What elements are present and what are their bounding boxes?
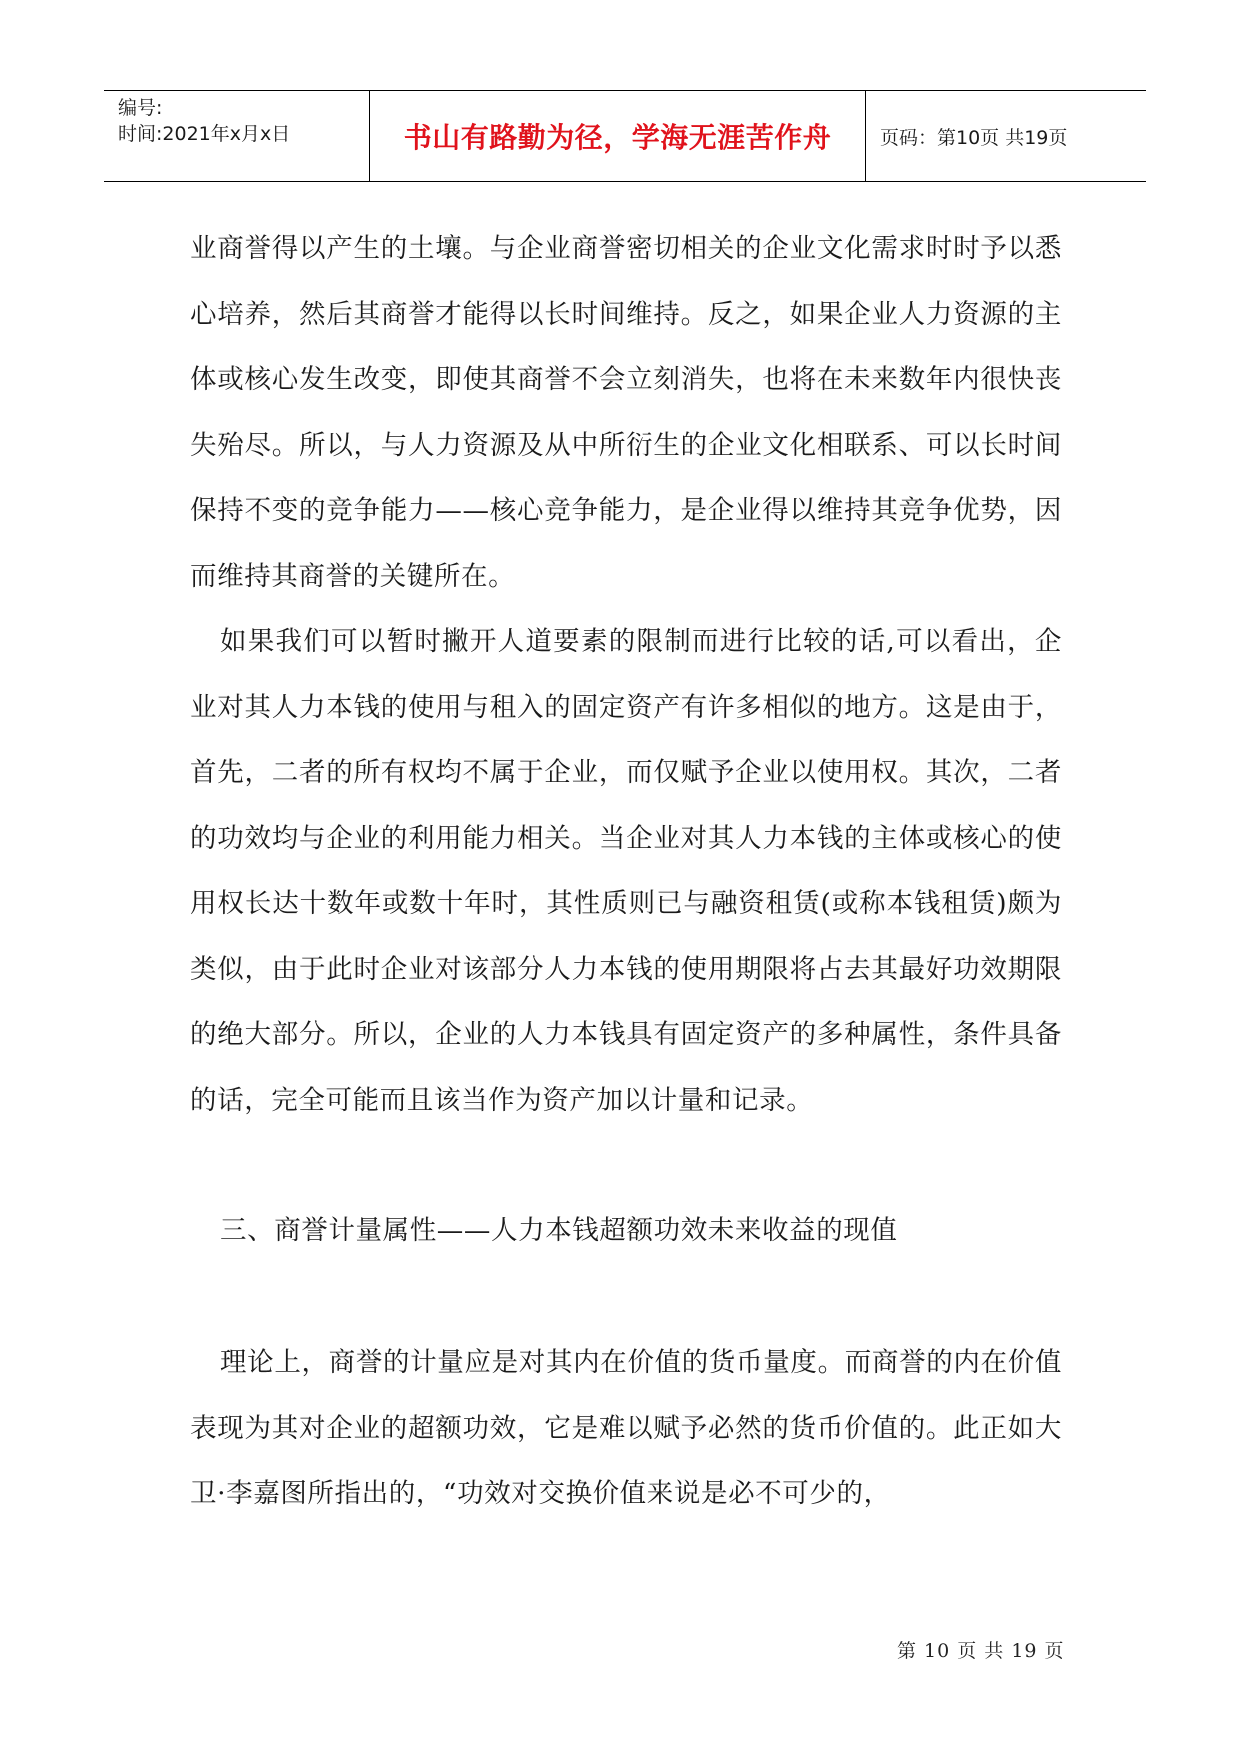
paragraph: 如果我们可以暂时撇开人道要素的限制而进行比较的话,可以看出，企业对其人力本钱的使用与租入的固定资产有许多相似的地方。这是由于，首先，二者的所有权均不属于企业，而仅赋予企业以使用权。其次，二者的功效均与企业的利用能力相关。当企业对其人力本钱的主体或核心的使用权长达十数年或数十年时，其性质则已与融资租赁(或称本钱租赁)颇为类似，由于此时企业对该部分人力本钱的使用期限将占去其最好功效期限的绝大部分。所以，企业的人力本钱具有固定资产的多种属性，条件具备的话，完全可能而且该当作为资产加以计量和记录。 [190,626,1062,1116]
document-body [190,216,1062,1527]
paragraph-continued: 业商誉得以产生的土壤。与企业商誉密切相关的企业文化需求时时予以悉心培养，然后其商誉才能得以长时间维持。反之，如果企业人力资源的主体或核心发生改变，即使其商誉不会立刻消失，也将在未来数年内很快丧失殆尽。所以，与人力资源及从中所衍生的企业文化相联系、可以长时间保持不变的竞争能力——核心竞争能力，是企业得以维持其竞争优势，因而维持其商誉的关键所在。 [190,233,1062,592]
paragraph: 理论上，商誉的计量应是对其内在价值的货币量度。而商誉的内在价值表现为其对企业的超额功效，它是难以赋予必然的货币价值的。此正如大卫·李嘉图所指出的，“功效对交换价值来说是必不可少的， [190,1347,1062,1509]
header-page-info: 页码：第10页 共19页 [880,126,1068,149]
header-motto-cell [370,91,866,181]
header-motto: 书山有路勤为径，学海无涯苦作舟 [403,121,832,154]
document-number-label: 编号: [118,97,163,119]
page-footer: 第 10 页 共 19 页 [897,1640,1065,1662]
header-page-cell [866,91,1146,181]
document-header [104,90,1146,182]
document-time-label: 时间:2021年x月x日 [118,123,291,145]
section-heading: 三、商誉计量属性——人力本钱超额功效未来收益的现值 [220,1215,898,1246]
header-meta-cell [104,91,370,181]
